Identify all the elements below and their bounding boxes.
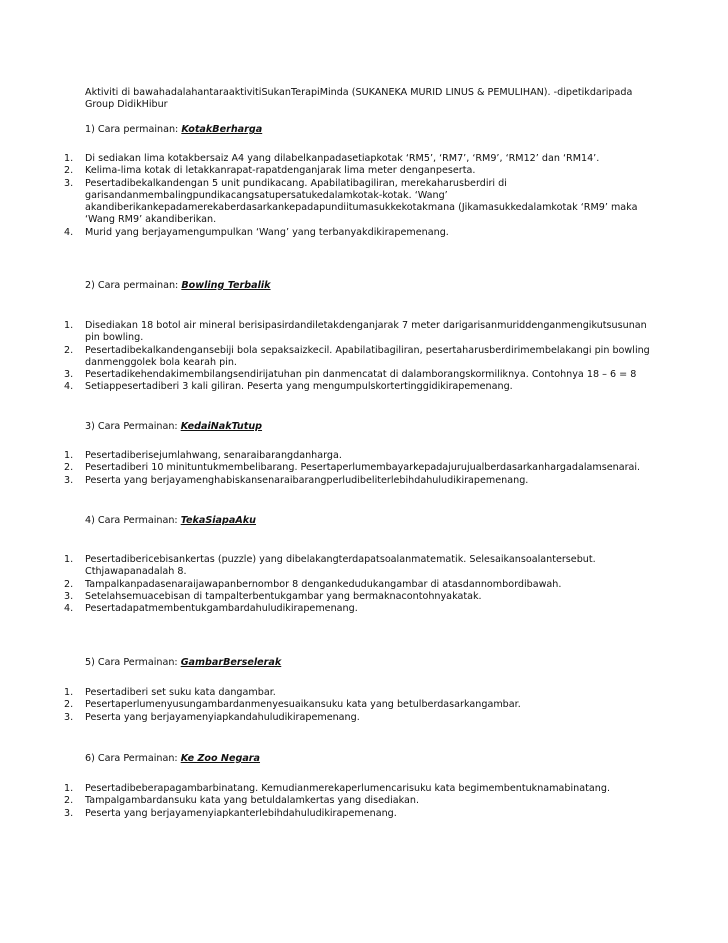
item-text: Pesertadapatmembentukgambardahuludikirapemenang.: [85, 603, 358, 615]
list-item: [64, 475, 652, 487]
game-name: TekaSiapaAku: [180, 515, 257, 526]
list-item: [64, 153, 652, 165]
item-number: 3.: [64, 711, 74, 723]
section-prefix: 5) Cara Permainan:: [85, 657, 181, 668]
item-number: 4.: [64, 226, 74, 238]
list-item: [64, 450, 652, 462]
list-item: [64, 554, 652, 579]
rules-list-ke-zoo-negara: [64, 783, 652, 820]
item-number: 4.: [64, 603, 74, 615]
item-text: Tampalkanpadasenaraijawapanbernombor 8 dengankedudukangambar di atasdannombordibawah.: [85, 578, 562, 590]
list-item: [64, 579, 652, 591]
item-text: Setelahsemuacebisan di tampalterbentukgambar yang bermaknacontohnyakatak.: [85, 590, 482, 602]
intro-paragraph: Aktiviti di bawahadalahantaraaktivitiSukanTerapiMinda (SUKANEKA MURID LINUS & PEMULIHAN). -dipetikdaripada Group DidikHibur: [85, 87, 633, 111]
item-number: 3.: [64, 369, 74, 381]
item-text: Setiappesertadiberi 3 kali giliran. Peserta yang mengumpulskortertinggidikirapemenang.: [85, 381, 513, 393]
item-number: 1.: [64, 687, 74, 698]
game-name: Bowling Terbalik: [181, 280, 271, 291]
game-name: KotakBerharga: [181, 124, 263, 135]
item-text: Di sediakan lima kotakbersaiz A4 yang dilabelkanpadasetiapkotak ‘RM5’, ‘RM7’, ‘RM9’, ‘RM12’ dan ‘RM14’.: [85, 153, 600, 164]
list-item: [64, 603, 652, 615]
list-item: [64, 687, 652, 699]
item-text: Disediakan 18 botol air mineral berisipasirdandiletakdenganjarak 7 meter darigarisanmuriddenganmengikutsusunan pin bowling.: [85, 320, 647, 344]
item-text: Pesertaperlumenyusungambardanmenyesuaikansuku kata yang betulberdasarkangambar.: [85, 699, 521, 711]
item-text: Kelima-lima kotak di letakkanrapat-rapatdenganjarak lima meter denganpeserta.: [85, 165, 476, 177]
section-title-gambar-berselerak: [85, 657, 281, 669]
rules-list-gambar-berselerak: [64, 687, 652, 724]
item-number: 1.: [64, 783, 74, 794]
section-title-teka-siapa-aku: [85, 515, 256, 527]
game-name: GambarBerselerak: [180, 657, 282, 668]
list-item: [64, 381, 652, 393]
item-number: 1.: [64, 153, 74, 164]
list-item: [64, 369, 652, 381]
item-text: Murid yang berjayamengumpulkan ‘Wang’ yang terbanyakdikirapemenang.: [85, 226, 449, 238]
item-number: 2.: [64, 795, 74, 807]
item-number: 1.: [64, 450, 74, 461]
item-text: Tampalgambardansuku kata yang betuldalamkertas yang disediakan.: [85, 795, 420, 807]
rules-list-kedai-nak-tutup: [64, 450, 652, 487]
section-title-kedai-nak-tutup: [85, 421, 262, 433]
item-text: Peserta yang berjayamenghabiskansenaraibarangperludibeliterlebihdahuludikirapemenang.: [85, 474, 529, 486]
item-text: Peserta yang berjayamenyiapkanterlebihdahuludikirapemenang.: [85, 807, 397, 819]
list-item: [64, 178, 652, 227]
list-item: [64, 320, 652, 345]
section-prefix: 2) Cara permainan:: [85, 280, 182, 291]
section-prefix: 1) Cara permainan:: [85, 124, 182, 135]
item-text: Peserta yang berjayamenyiapkandahuludikirapemenang.: [85, 711, 360, 723]
item-text: Pesertadibekalkandengansebiji bola sepaksaizkecil. Apabilatibagiliran, pesertaharusberdirimembelakangi pin bowling danmenggolek bola kearah pin.: [85, 344, 650, 368]
item-number: 3.: [64, 590, 74, 602]
item-number: 3.: [64, 807, 74, 819]
item-text: Pesertadiberisejumlahwang, senaraibarangdanharga.: [85, 450, 342, 461]
item-text: Pesertadiberi 10 minituntukmembelibarang. Pesertaperlumembayarkepadajurujualberdasarkanhargadalamsenarai.: [85, 462, 641, 474]
item-number: 1.: [64, 320, 74, 331]
list-item: [64, 808, 652, 820]
section-title-bowling-terbalik: [85, 280, 271, 292]
rules-list-kotak-berharga: [64, 153, 652, 239]
section-title-ke-zoo-negara: [85, 753, 260, 765]
item-number: 4.: [64, 381, 74, 393]
item-text: Pesertadibeberapagambarbinatang. Kemudianmerekaperlumencarisuku kata begimembentuknamabinatang.: [85, 783, 610, 794]
item-number: 2.: [64, 578, 74, 590]
list-item: [64, 699, 652, 711]
item-number: 2.: [64, 699, 74, 711]
item-text: Pesertadiberi set suku kata dangambar.: [85, 687, 276, 698]
section-title-kotak-berharga: [85, 124, 262, 136]
item-text: Pesertadikehendakimembilangsendirijatuhan pin danmencatat di dalamborangskormiliknya. Contohnya 18 – 6 = 8: [85, 369, 637, 381]
rules-list-bowling-terbalik: [64, 320, 652, 394]
item-text: Pesertadibekalkandengan 5 unit pundikacang. Apabilatibagiliran, merekaharusberdiri di garisandanmembalingpundikacangsatupersatukedalamkotak-kotak. ‘Wang’ akandiberikankepadamerekaberdasarkankepadapundiitumasukkekotakmana (Jikamasukkedalamkotak ‘RM9’ maka ‘Wang RM9’ akandiberikan.: [85, 177, 638, 226]
list-item: [64, 712, 652, 724]
list-item: [64, 227, 652, 239]
list-item: [64, 591, 652, 603]
section-prefix: 3) Cara Permainan:: [85, 421, 181, 432]
rules-list-teka-siapa-aku: [64, 554, 652, 615]
list-item: [64, 795, 652, 807]
item-number: 3.: [64, 177, 74, 189]
item-number: 1.: [64, 554, 74, 565]
item-number: 2.: [64, 462, 74, 474]
game-name: Ke Zoo Negara: [180, 753, 261, 764]
item-number: 2.: [64, 165, 74, 177]
list-item: [64, 783, 652, 795]
list-item: [64, 165, 652, 177]
item-number: 2.: [64, 344, 74, 356]
item-text: Pesertadibericebisankertas (puzzle) yang dibelakangterdapatsoalanmatematik. Selesaikansoalantersebut. Cthjawapanadalah 8.: [85, 554, 596, 578]
list-item: [64, 462, 652, 474]
list-item: [64, 345, 652, 370]
section-prefix: 6) Cara Permainan:: [85, 753, 181, 764]
game-name: KedaiNakTutup: [180, 421, 263, 432]
section-prefix: 4) Cara Permainan:: [85, 515, 181, 526]
item-number: 3.: [64, 474, 74, 486]
